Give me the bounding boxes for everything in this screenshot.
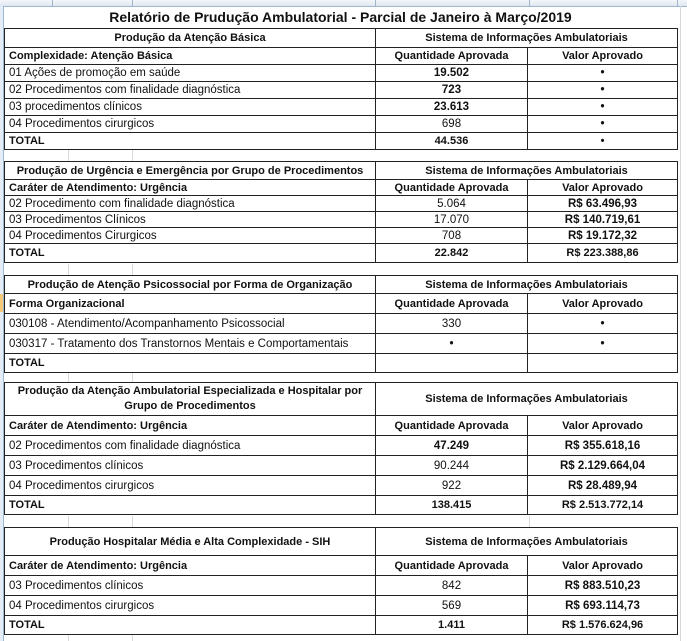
table-row bbox=[5, 116, 678, 133]
total-value[interactable]: • bbox=[528, 133, 678, 150]
row-value[interactable]: • bbox=[528, 65, 678, 82]
section-title[interactable]: Produção da Atenção Básica bbox=[5, 29, 376, 48]
row-value[interactable]: R$ 693.114,73 bbox=[528, 596, 678, 616]
total-value[interactable] bbox=[528, 354, 678, 373]
row-label[interactable]: 030108 - Atendimento/Acompanhamento Psicossocial bbox=[5, 314, 376, 334]
gridline bbox=[68, 635, 69, 641]
gridline bbox=[68, 150, 69, 161]
system-header[interactable]: Sistema de Informações Ambulatoriais bbox=[376, 29, 678, 48]
row-qty[interactable]: 708 bbox=[376, 228, 528, 244]
total-label[interactable]: TOTAL bbox=[5, 496, 376, 515]
table-row bbox=[5, 99, 678, 116]
row-label[interactable]: 04 Procedimentos cirurgicos bbox=[5, 476, 376, 496]
row-value[interactable]: • bbox=[528, 116, 678, 133]
qty-header[interactable]: Quantidade Aprovada bbox=[376, 416, 528, 436]
row-qty[interactable]: 569 bbox=[376, 596, 528, 616]
row-label[interactable]: 02 Procedimentos com finalidade diagnóstica bbox=[5, 436, 376, 456]
section-atencao-basica bbox=[4, 28, 678, 150]
total-row bbox=[5, 616, 678, 635]
row-qty[interactable]: • bbox=[376, 334, 528, 354]
gridline bbox=[132, 635, 133, 641]
total-row bbox=[5, 496, 678, 515]
row-qty[interactable]: 922 bbox=[376, 476, 528, 496]
gridline bbox=[68, 373, 69, 382]
gridline bbox=[680, 6, 681, 641]
total-qty[interactable]: 22.842 bbox=[376, 244, 528, 263]
row-value[interactable]: R$ 355.618,16 bbox=[528, 436, 678, 456]
total-qty[interactable]: 138.415 bbox=[376, 496, 528, 515]
table-row bbox=[5, 334, 678, 354]
qty-header[interactable]: Quantidade Aprovada bbox=[376, 294, 528, 314]
row-label[interactable]: 04 Procedimentos Cirurgicos bbox=[5, 228, 376, 244]
column-separator[interactable] bbox=[529, 0, 530, 6]
row-label[interactable]: 030317 - Tratamento dos Transtornos Mentais e Comportamentais bbox=[5, 334, 376, 354]
subheader-label[interactable]: Caráter de Atendimento: Urgência bbox=[5, 416, 376, 436]
column-separator[interactable] bbox=[375, 0, 376, 6]
subheader-label[interactable]: Complexidade: Atenção Básica bbox=[5, 48, 376, 65]
gridline bbox=[68, 264, 69, 275]
table-row bbox=[5, 476, 678, 496]
table-row bbox=[5, 436, 678, 456]
row-qty[interactable]: 5.064 bbox=[376, 196, 528, 212]
qty-header[interactable]: Quantidade Aprovada bbox=[376, 180, 528, 196]
table-row bbox=[5, 212, 678, 228]
row-qty[interactable]: 842 bbox=[376, 576, 528, 596]
row-label[interactable]: 02 Procedimentos com finalidade diagnóstica bbox=[5, 82, 376, 99]
table-row bbox=[5, 82, 678, 99]
total-qty[interactable]: 44.536 bbox=[376, 133, 528, 150]
gridline bbox=[529, 516, 530, 527]
table-row bbox=[5, 65, 678, 82]
total-row bbox=[5, 354, 678, 373]
gridline bbox=[132, 150, 133, 161]
section-atencao-psicossocial bbox=[4, 275, 678, 373]
row-label[interactable]: 01 Ações de promoção em saúde bbox=[5, 65, 376, 82]
subheader-label[interactable]: Caráter de Atendimento: Urgência bbox=[5, 556, 376, 576]
value-header[interactable]: Valor Aprovado bbox=[528, 556, 678, 576]
table-row bbox=[5, 196, 678, 212]
system-header[interactable]: Sistema de Informações Ambulatoriais bbox=[376, 162, 678, 180]
section-urgencia-emergencia bbox=[4, 161, 678, 263]
row-value[interactable]: R$ 63.496,93 bbox=[528, 196, 678, 212]
qty-header[interactable]: Quantidade Aprovada bbox=[376, 556, 528, 576]
total-row bbox=[5, 133, 678, 150]
section-title[interactable]: Produção Hospitalar Média e Alta Complexidade - SIH bbox=[5, 528, 376, 556]
row-value[interactable]: R$ 28.489,94 bbox=[528, 476, 678, 496]
qty-header[interactable]: Quantidade Aprovada bbox=[376, 48, 528, 65]
gridline bbox=[68, 516, 69, 527]
row-qty[interactable]: 23.613 bbox=[376, 99, 528, 116]
gridline bbox=[132, 516, 133, 527]
value-header[interactable]: Valor Aprovado bbox=[528, 416, 678, 436]
row-qty[interactable]: 723 bbox=[376, 82, 528, 99]
total-value[interactable]: R$ 223.388,86 bbox=[528, 244, 678, 263]
row-label[interactable]: 03 Procedimentos clínicos bbox=[5, 456, 376, 476]
total-value[interactable]: R$ 2.513.772,14 bbox=[528, 496, 678, 515]
row-qty[interactable]: 90.244 bbox=[376, 456, 528, 476]
total-row bbox=[5, 244, 678, 263]
value-header[interactable]: Valor Aprovado bbox=[528, 48, 678, 65]
row-label[interactable]: 03 procedimentos clínicos bbox=[5, 99, 376, 116]
row-value[interactable]: • bbox=[528, 99, 678, 116]
table-row bbox=[5, 228, 678, 244]
row-qty[interactable]: 47.249 bbox=[376, 436, 528, 456]
row-label[interactable]: 04 Procedimentos cirurgicos bbox=[5, 116, 376, 133]
spreadsheet-column-header-bar[interactable] bbox=[0, 0, 687, 7]
row-value[interactable]: • bbox=[528, 82, 678, 99]
total-label[interactable]: TOTAL bbox=[5, 133, 376, 150]
total-qty[interactable]: 1.411 bbox=[376, 616, 528, 635]
section-hospitalar-sih bbox=[4, 527, 678, 635]
row-value[interactable]: R$ 140.719,61 bbox=[528, 212, 678, 228]
section-title[interactable]: Produção da Atenção Ambulatorial Especializada e Hospitalar por Grupo de Procedimentos bbox=[5, 383, 376, 416]
column-separator[interactable] bbox=[52, 0, 53, 6]
row-value[interactable]: R$ 19.172,32 bbox=[528, 228, 678, 244]
value-header[interactable]: Valor Aprovado bbox=[528, 180, 678, 196]
row-label[interactable]: 03 Procedimentos Clínicos bbox=[5, 212, 376, 228]
gridline bbox=[132, 264, 133, 275]
value-header[interactable]: Valor Aprovado bbox=[528, 294, 678, 314]
column-separator[interactable] bbox=[677, 0, 678, 6]
subheader-label[interactable]: Caráter de Atendimento: Urgência bbox=[5, 180, 376, 196]
system-header[interactable]: Sistema de Informações Ambulatoriais bbox=[376, 276, 678, 294]
table-row bbox=[5, 314, 678, 334]
total-label[interactable]: TOTAL bbox=[5, 244, 376, 263]
row-label[interactable]: 04 Procedimentos cirurgicos bbox=[5, 596, 376, 616]
total-label[interactable]: TOTAL bbox=[5, 354, 376, 373]
total-qty[interactable] bbox=[376, 354, 528, 373]
total-label[interactable]: TOTAL bbox=[5, 616, 376, 635]
section-title[interactable]: Produção de Urgência e Emergência por Grupo de Procedimentos bbox=[5, 162, 376, 180]
section-atencao-especializada bbox=[4, 382, 678, 515]
row-qty[interactable]: 17.070 bbox=[376, 212, 528, 228]
table-row bbox=[5, 456, 678, 476]
row-qty[interactable]: 330 bbox=[376, 314, 528, 334]
row-value[interactable]: • bbox=[528, 314, 678, 334]
subheader-label[interactable]: Forma Organizacional bbox=[5, 294, 376, 314]
table-row bbox=[5, 576, 678, 596]
row-value[interactable]: R$ 2.129.664,04 bbox=[528, 456, 678, 476]
row-value[interactable]: R$ 883.510,23 bbox=[528, 576, 678, 596]
row-qty[interactable]: 19.502 bbox=[376, 65, 528, 82]
row-value[interactable]: • bbox=[528, 334, 678, 354]
gridline bbox=[132, 373, 133, 382]
column-separator[interactable] bbox=[132, 0, 133, 6]
system-header[interactable]: Sistema de Informações Ambulatoriais bbox=[376, 528, 678, 556]
report-title: Relatório de Prudução Ambulatorial - Parcial de Janeiro à Março/2019 bbox=[109, 9, 572, 25]
row-label[interactable]: 03 Procedimentos clínicos bbox=[5, 576, 376, 596]
total-value[interactable]: R$ 1.576.624,96 bbox=[528, 616, 678, 635]
system-header[interactable]: Sistema de Informações Ambulatoriais bbox=[376, 383, 678, 416]
section-title[interactable]: Produção de Atenção Psicossocial por Forma de Organização bbox=[5, 276, 376, 294]
selected-row-indicator bbox=[0, 294, 3, 312]
row-label[interactable]: 02 Procedimento com finalidade diagnóstica bbox=[5, 196, 376, 212]
table-row bbox=[5, 596, 678, 616]
row-qty[interactable]: 698 bbox=[376, 116, 528, 133]
